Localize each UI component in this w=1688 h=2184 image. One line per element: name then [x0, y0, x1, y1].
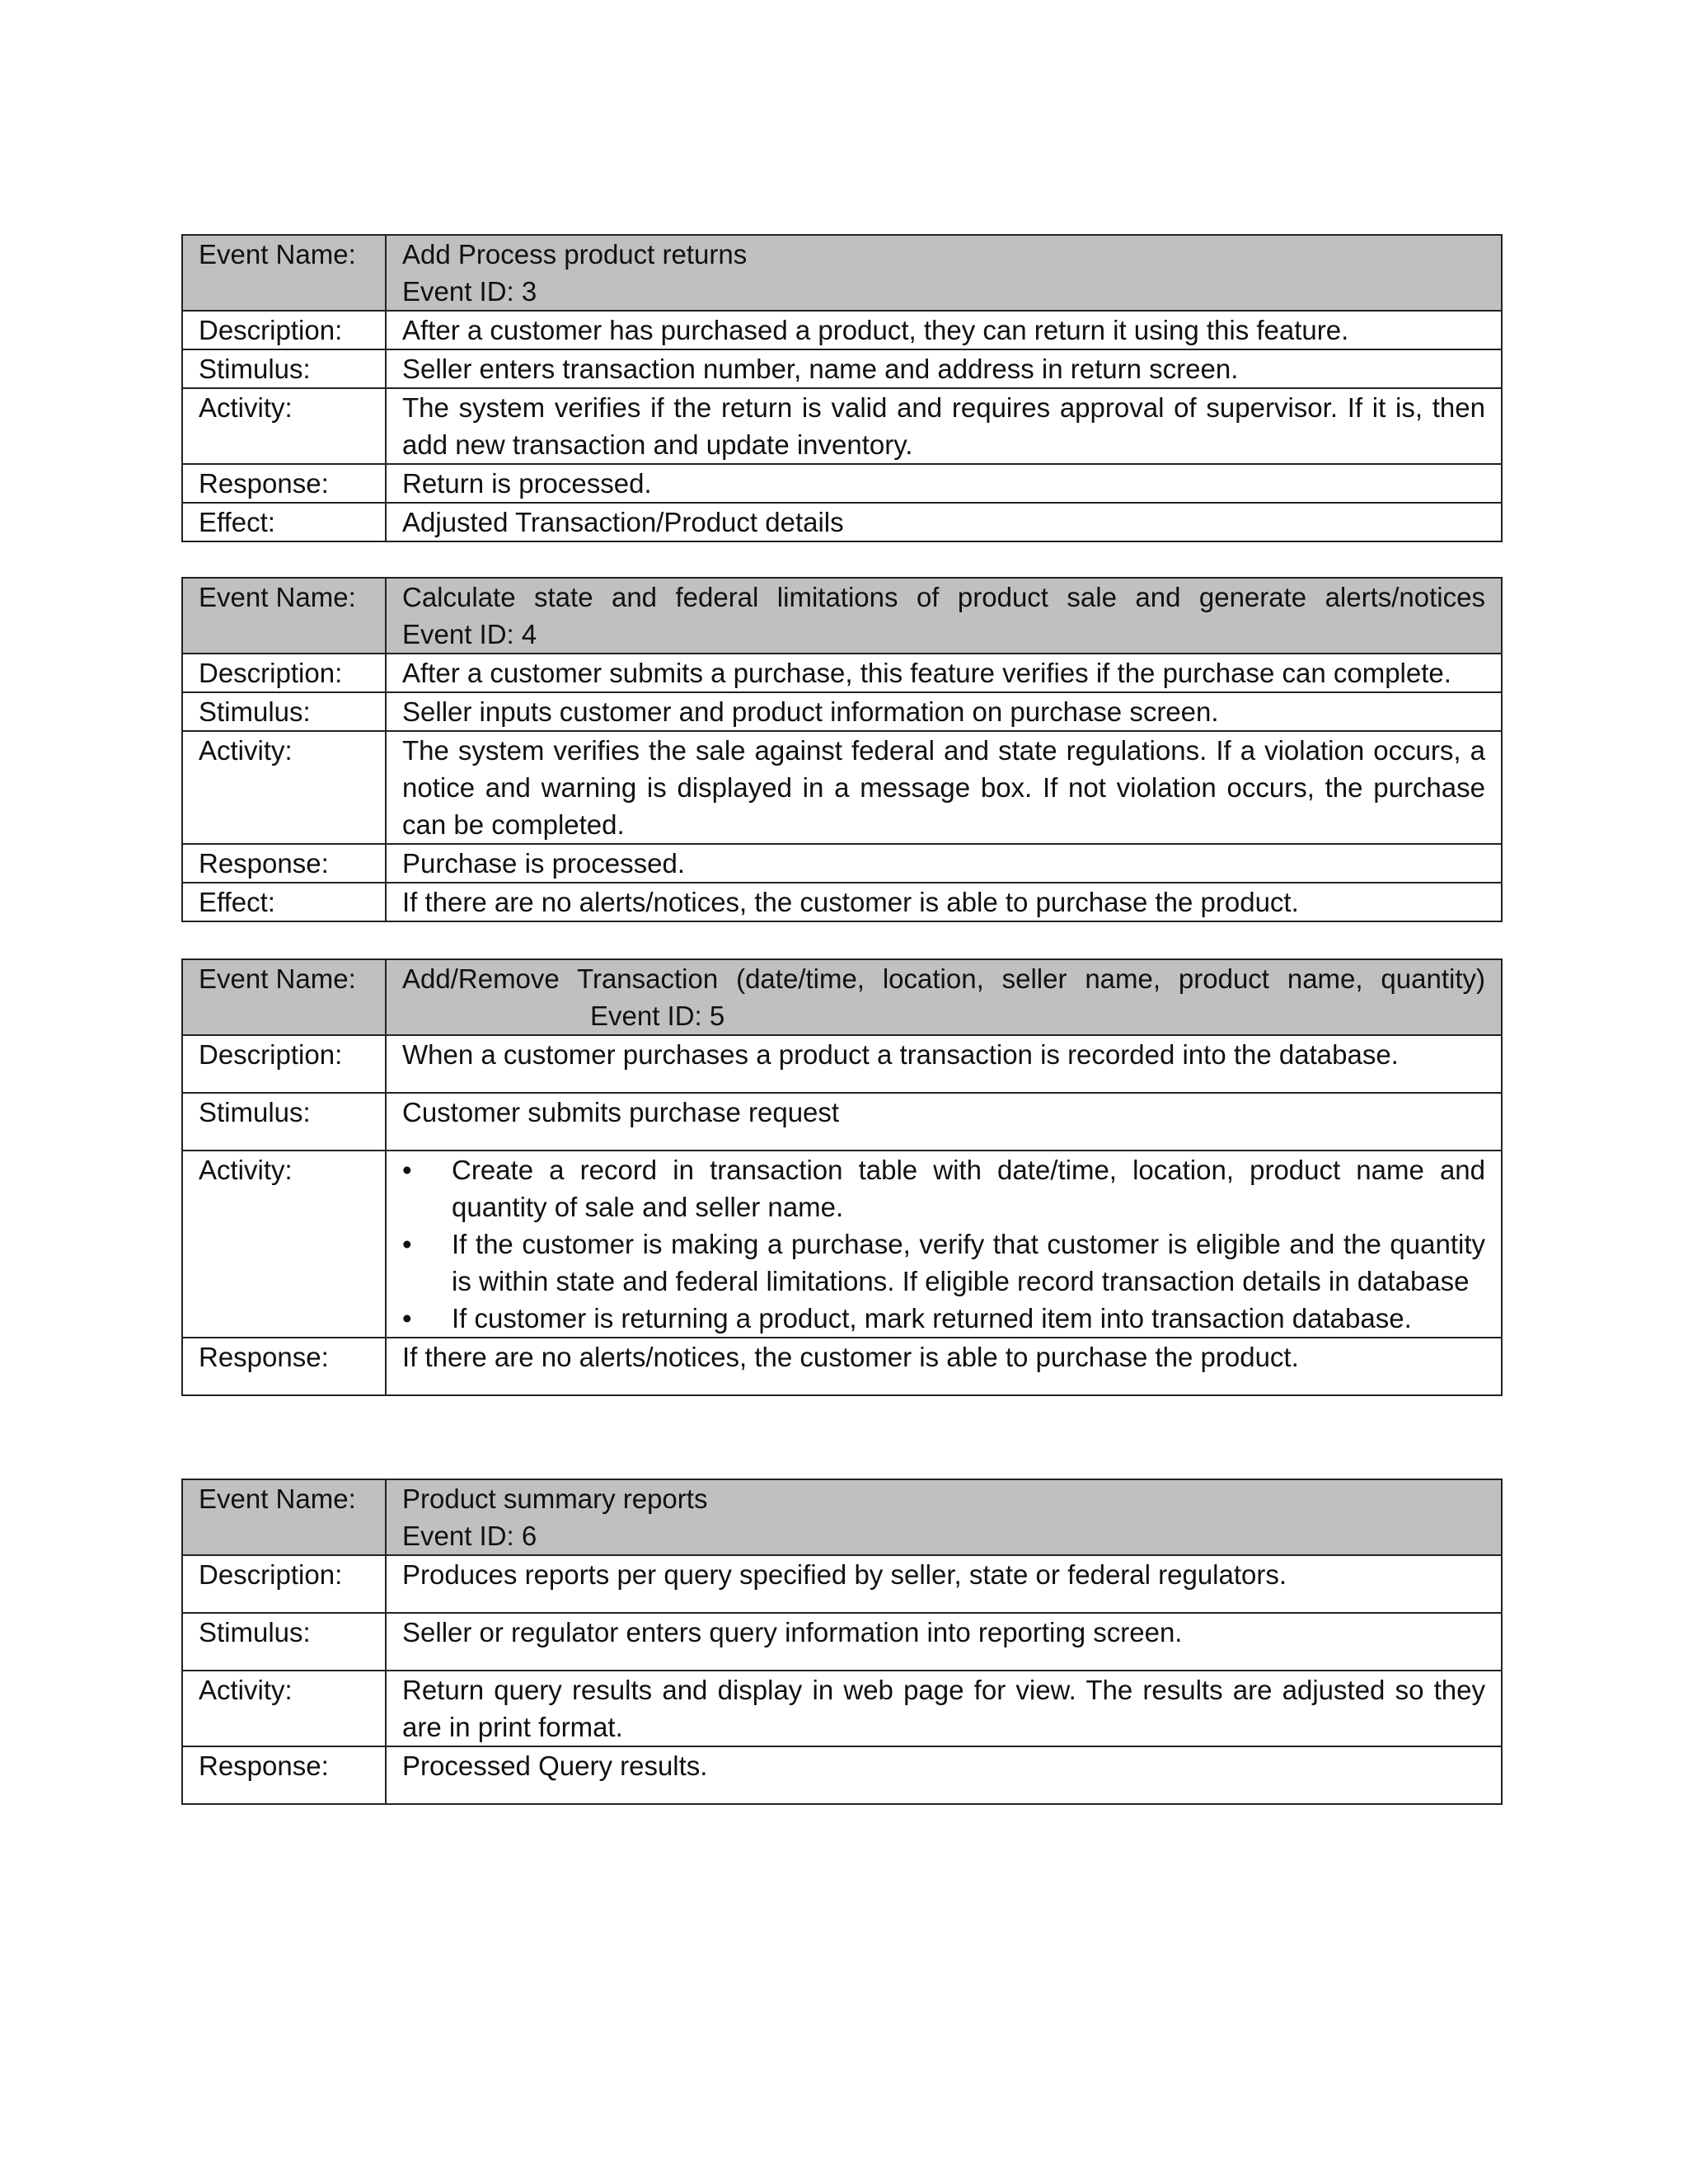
event-table-4 [181, 577, 1503, 922]
event-name-label: Event Name: [182, 1479, 386, 1555]
response-value: Processed Query results. [386, 1746, 1502, 1804]
activity-item-text: Create a record in transaction table with date/time, location, product name and quantity of sale and seller name. [452, 1155, 1485, 1222]
bullet-icon: • [402, 1155, 412, 1185]
activity-row [182, 388, 1502, 464]
stimulus-row [182, 349, 1502, 388]
event-id: Event ID: 5 [590, 1001, 725, 1031]
event-name: Product summary reports [402, 1483, 708, 1514]
event-id: Event ID: 4 [402, 619, 537, 649]
activity-list-item [402, 1151, 1485, 1226]
description-label: Description: [182, 311, 386, 349]
stimulus-label: Stimulus: [182, 1093, 386, 1151]
stimulus-row [182, 692, 1502, 731]
event-name-row [182, 235, 1502, 311]
response-value: Purchase is processed. [386, 844, 1502, 883]
activity-label: Activity: [182, 731, 386, 844]
activity-row [182, 1151, 1502, 1338]
event-name-row [182, 959, 1502, 1035]
event-name-cell [386, 578, 1502, 654]
description-value: After a customer submits a purchase, this feature verifies if the purchase can complete. [386, 654, 1502, 692]
description-label: Description: [182, 654, 386, 692]
description-label: Description: [182, 1035, 386, 1093]
activity-row [182, 1671, 1502, 1746]
event-table-6 [181, 1479, 1503, 1805]
activity-value: The system verifies the sale against federal and state regulations. If a violation occurs, a notice and warning is displayed in a message box. If not violation occurs, the purchase can be completed. [386, 731, 1502, 844]
response-label: Response: [182, 844, 386, 883]
stimulus-row [182, 1093, 1502, 1151]
description-value: When a customer purchases a product a transaction is recorded into the database. [386, 1035, 1502, 1093]
response-label: Response: [182, 1746, 386, 1804]
activity-label: Activity: [182, 388, 386, 464]
event-id: Event ID: 3 [402, 276, 537, 307]
activity-label: Activity: [182, 1671, 386, 1746]
description-row [182, 654, 1502, 692]
effect-row [182, 883, 1502, 921]
response-label: Response: [182, 1338, 386, 1395]
description-label: Description: [182, 1555, 386, 1613]
activity-label: Activity: [182, 1151, 386, 1338]
description-value: After a customer has purchased a product, they can return it using this feature. [386, 311, 1502, 349]
effect-value: If there are no alerts/notices, the customer is able to purchase the product. [386, 883, 1502, 921]
activity-value: The system verifies if the return is valid and requires approval of supervisor. If it is, then add new transaction and update inventory. [386, 388, 1502, 464]
effect-label: Effect: [182, 883, 386, 921]
stimulus-value: Seller inputs customer and product information on purchase screen. [386, 692, 1502, 731]
event-name-row [182, 1479, 1502, 1555]
description-row [182, 311, 1502, 349]
stimulus-label: Stimulus: [182, 1613, 386, 1671]
activity-list-item [402, 1226, 1485, 1300]
event-id: Event ID: 6 [402, 1521, 537, 1551]
response-value: Return is processed. [386, 464, 1502, 503]
activity-list-item [402, 1300, 1485, 1337]
bullet-icon: • [402, 1229, 412, 1259]
response-label: Response: [182, 464, 386, 503]
event-name-cell [386, 959, 1502, 1035]
event-name-label: Event Name: [182, 959, 386, 1035]
event-name: Calculate state and federal limitations of product sale and generate alerts/notices [402, 582, 1485, 612]
event-table-5 [181, 958, 1503, 1396]
stimulus-value: Seller enters transaction number, name and address in return screen. [386, 349, 1502, 388]
stimulus-label: Stimulus: [182, 349, 386, 388]
event-name-row [182, 578, 1502, 654]
event-table-3 [181, 234, 1503, 542]
response-row [182, 844, 1502, 883]
activity-value [386, 1151, 1502, 1338]
description-row [182, 1035, 1502, 1093]
event-name-cell [386, 235, 1502, 311]
activity-value: Return query results and display in web page for view. The results are adjusted so they are in print format. [386, 1671, 1502, 1746]
response-row [182, 464, 1502, 503]
stimulus-row [182, 1613, 1502, 1671]
event-name-cell [386, 1479, 1502, 1555]
description-value: Produces reports per query specified by seller, state or federal regulators. [386, 1555, 1502, 1613]
response-value: If there are no alerts/notices, the customer is able to purchase the product. [386, 1338, 1502, 1395]
activity-item-text: If the customer is making a purchase, verify that customer is eligible and the quantity is within state and federal limitations. If eligible record transaction details in database [452, 1229, 1485, 1296]
description-row [182, 1555, 1502, 1613]
response-row [182, 1746, 1502, 1804]
activity-item-text: If customer is returning a product, mark returned item into transaction database. [452, 1303, 1412, 1333]
bullet-icon: • [402, 1303, 412, 1333]
effect-label: Effect: [182, 503, 386, 541]
stimulus-label: Stimulus: [182, 692, 386, 731]
stimulus-value: Seller or regulator enters query information into reporting screen. [386, 1613, 1502, 1671]
activity-row [182, 731, 1502, 844]
event-name: Add Process product returns [402, 239, 748, 269]
effect-row [182, 503, 1502, 541]
effect-value: Adjusted Transaction/Product details [386, 503, 1502, 541]
activity-list [402, 1151, 1485, 1337]
event-name: Add/Remove Transaction (date/time, location, seller name, product name, quantity) [402, 963, 1485, 994]
event-name-label: Event Name: [182, 578, 386, 654]
stimulus-value: Customer submits purchase request [386, 1093, 1502, 1151]
event-name-label: Event Name: [182, 235, 386, 311]
response-row [182, 1338, 1502, 1395]
